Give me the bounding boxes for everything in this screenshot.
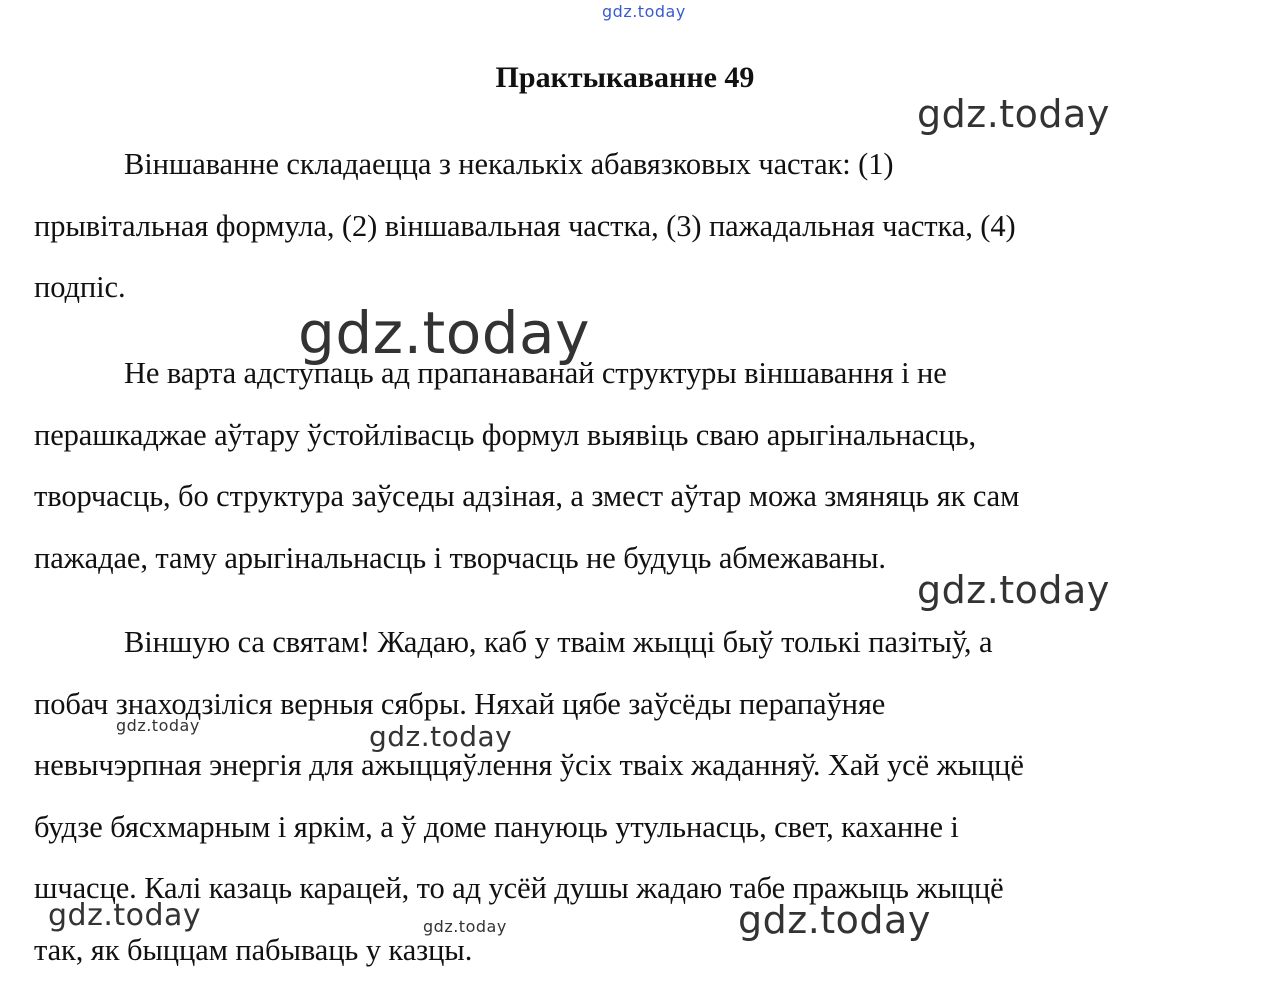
text-line: Віншую са святам! Жадаю, каб у тваім жыцці быў толькі пазітыў, а [124, 625, 993, 659]
text-line: Віншаванне складаецца з некалькіх абавязковых частак: (1) [124, 147, 894, 181]
watermark: gdz.today [917, 568, 1110, 612]
text-line: творчасць, бо структура заўседы адзіная, а змест аўтар можа змяняць як сам [34, 479, 1020, 513]
watermark: gdz.today [917, 92, 1110, 136]
watermark: gdz.today [116, 716, 200, 735]
text-line: побач знаходзіліся верныя сябры. Няхай цябе заўсёды перапаўняе [34, 686, 886, 721]
text-line: так, як быццам пабываць у казцы. [34, 932, 473, 967]
text-line: шчасце. Калі казаць карацей, то ад усёй душы жадаю табе пражыць жыццё [34, 871, 1004, 905]
watermark: gdz.today [369, 720, 513, 753]
watermark-link[interactable]: gdz.today [602, 2, 686, 21]
paragraph-structure [34, 134, 1214, 319]
text-line: подпіс. [34, 270, 126, 304]
watermark: gdz.today [298, 299, 590, 367]
text-line: будзе бясхмарным і яркім, а ў доме пануюць утульнасць, свет, каханне і [34, 809, 959, 844]
paragraph-greeting-example [34, 612, 1214, 981]
exercise-title: Практыкаванне 49 [495, 61, 755, 94]
text-line: невычэрпная энергія для ажыццяўлення ўсіх тваіх жаданняў. Хай усё жыццё [34, 748, 1024, 782]
watermark: gdz.today [738, 898, 931, 942]
text-line: прывітальная формула, (2) віншавальная частка, (3) пажадальная частка, (4) [34, 208, 1016, 243]
text-line: перашкаджае аўтару ўстойлівасць формул выявіць сваю арыгінальнасць, [34, 417, 977, 452]
watermark: gdz.today [48, 898, 202, 933]
watermark: gdz.today [423, 917, 507, 936]
text-line: пажадае, таму арыгінальнасць і творчасць не будуць абмежаваны. [34, 540, 886, 575]
paragraph-advice [34, 343, 1214, 589]
text-line: Не варта адступаць ад прапанаванай структуры віншавання і не [124, 356, 947, 390]
